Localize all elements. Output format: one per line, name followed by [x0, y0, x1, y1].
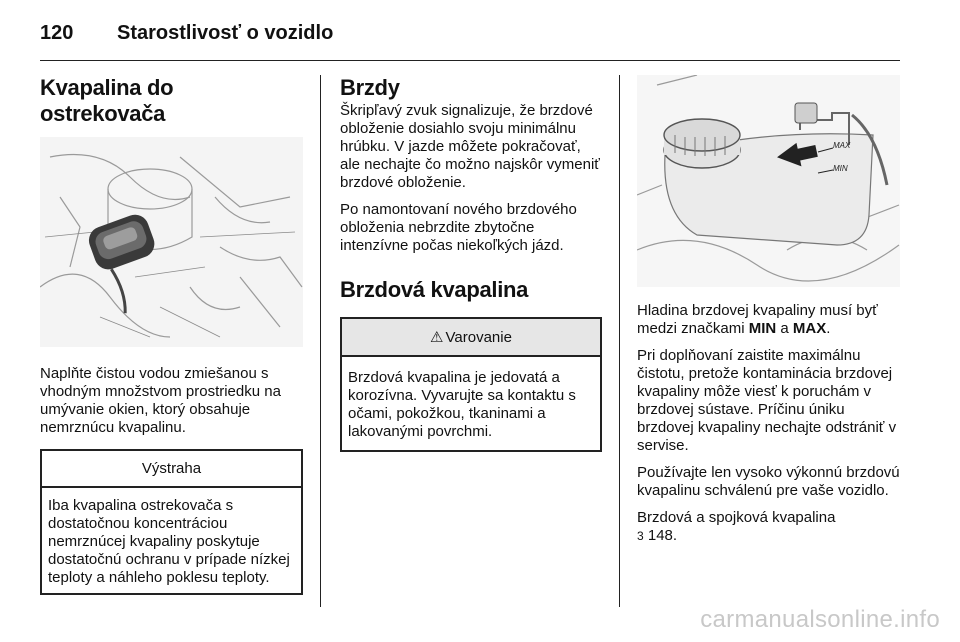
- column-divider-1: [320, 75, 321, 607]
- watermark: carmanualsonline.info: [700, 606, 940, 633]
- warning-triangle-icon: ⚠: [430, 329, 444, 346]
- page-reference-link[interactable]: 148.: [643, 527, 678, 544]
- washer-reservoir-illustration: [40, 137, 303, 347]
- level-text-start: Hladina brzdovej kvapaliny musí byť medzi značkami: [637, 302, 878, 337]
- page-number: 120: [40, 22, 74, 44]
- min-mark-label: MIN: [833, 164, 848, 173]
- warning-text: Brzdová kvapalina je jedovatá a korozívna. Vyvarujte sa kontaktu s očami, pokožkou, tkaninami a lakovanými povrchmi.: [348, 369, 576, 440]
- brakes-paragraph-1: Škripľavý zvuk signalizuje, že brzdové obloženie dosiahlo svoju minimálnu hrúbku. V jazde môžete pokračovať, ale nechajte čo možno najskôr vymeniť brzdové obloženie.: [340, 102, 600, 191]
- brake-fluid-heading: Brzdová kvapalina: [340, 277, 529, 302]
- caution-title: Výstraha: [42, 451, 301, 488]
- warning-title: Varovanie: [445, 329, 512, 346]
- max-mark-label: MAX: [833, 141, 851, 150]
- brake-fluid-level-paragraph: [637, 302, 900, 338]
- brake-reservoir-illustration: [637, 75, 900, 287]
- right-column: [637, 75, 900, 554]
- warning-header: [342, 319, 600, 357]
- brakes-paragraph-2: Po namontovaní nového brzdového obloženia nebrzdite zbytočne intenzívne počas niekoľkých jázd.: [340, 201, 577, 254]
- cross-reference-text: Brzdová a spojková kvapalina: [637, 509, 836, 526]
- warning-box: [340, 317, 602, 452]
- washer-reservoir-drawing: [40, 137, 303, 347]
- cross-reference-paragraph: [637, 509, 900, 545]
- page-reference-icon: 3: [637, 529, 644, 543]
- fluid-quality-paragraph: Používajte len vysoko výkonnú brzdovú kvapalinu schválenú pre vaše vozidlo.: [637, 464, 900, 499]
- min-label: MIN: [748, 320, 777, 337]
- middle-column: [340, 75, 602, 452]
- brake-reservoir-drawing: [637, 75, 900, 287]
- caution-text: Iba kvapalina ostrekovača s dostatočnou koncentráciou nemrznúcej kvapaliny poskytuje dostatočnú ochranu v prípade nízkej teploty a náhleho poklesu teploty.: [48, 497, 290, 586]
- header-rule: [40, 60, 900, 61]
- cleanliness-paragraph: Pri doplňovaní zaistite maximálnu čistotu, pretože kontaminácia brzdovej kvapaliny môže viesť k poruchám v brzdovej sústave. Príčinu úniku brzdovej kvapaliny nechajte odstrániť v servise.: [637, 347, 897, 454]
- caution-box: [40, 449, 303, 595]
- washer-fluid-heading: Kvapalina do ostrekovača: [40, 75, 174, 126]
- left-column: [40, 75, 303, 595]
- brakes-heading: Brzdy: [340, 75, 400, 100]
- level-text-end: .: [826, 320, 831, 337]
- column-divider-2: [619, 75, 620, 607]
- level-text-and: a: [776, 320, 793, 337]
- section-title: Starostlivosť o vozidlo: [117, 22, 334, 44]
- max-label: MAX: [792, 320, 827, 337]
- washer-fluid-paragraph: Naplňte čistou vodou zmiešanou s vhodným množstvom prostriedku na umývanie okien, ktorý obsahuje nemrznúcu kvapalinu.: [40, 365, 281, 436]
